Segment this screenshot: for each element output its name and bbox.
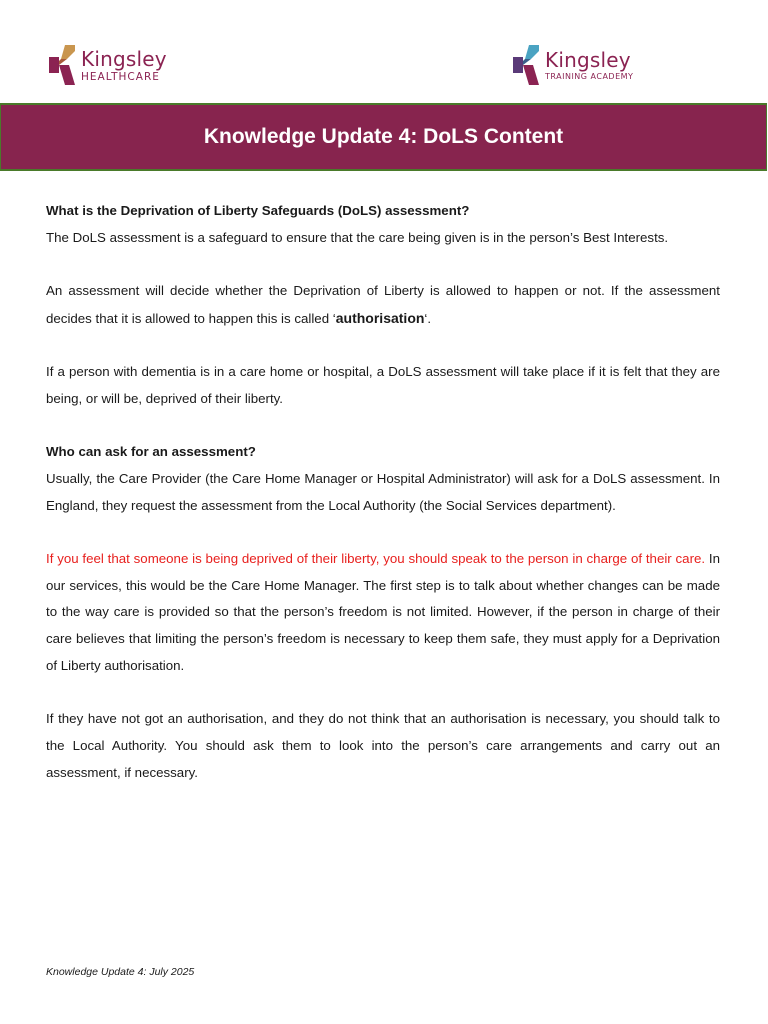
logo-subtitle: TRAINING ACADEMY xyxy=(545,72,634,81)
kingsley-k-mark-icon xyxy=(511,43,541,88)
logo-subtitle: HEALTHCARE xyxy=(81,70,160,83)
paragraph-authorisation-text: An assessment will decide whether the Deprivation of Liberty is allowed to happen or not. If the assessment decides that it is allowed to happen this is called ‘ xyxy=(46,283,720,326)
paragraph-local-authority: If they have not got an authorisation, and they do not think that an authorisation is necessary, you should talk to the Local Authority. You should ask them to look into the person’s care arrangements and carry out an assessment, if necessary. xyxy=(46,711,720,780)
section-heading-who-can-ask: Who can ask for an assessment? xyxy=(46,444,256,460)
paragraph-authorisation xyxy=(46,278,720,332)
kingsley-healthcare-logo xyxy=(47,43,167,88)
page-footer: Knowledge Update 4: July 2025 xyxy=(46,966,195,978)
paragraph-care-provider: Usually, the Care Provider (the Care Home Manager or Hospital Administrator) will ask for a DoLS assessment. In England, they request the assessment from the Local Authority (the Social Services department). xyxy=(46,470,720,513)
title-banner xyxy=(0,103,767,171)
logo-name: Kingsley xyxy=(81,46,167,71)
paragraph-authorisation-end: ‘. xyxy=(424,310,432,326)
alert-text: If you feel that someone is being deprived of their liberty, you should speak to the person in charge of their care. xyxy=(46,551,706,567)
authorisation-term: authorisation xyxy=(335,309,425,326)
kingsley-k-mark-icon xyxy=(47,43,77,88)
kingsley-training-academy-logo xyxy=(511,43,633,88)
logo-name: Kingsley xyxy=(545,48,631,72)
paragraph-speak-to-person xyxy=(46,546,720,680)
page-title: Knowledge Update 4: DoLS Content xyxy=(203,125,564,148)
paragraph-dementia: If a person with dementia is in a care home or hospital, a DoLS assessment will take place if it is felt that they are being, or will be, deprived of their liberty. xyxy=(46,364,720,406)
paragraph-dols-definition: The DoLS assessment is a safeguard to ensure that the care being given is in the person’s Best Interests. xyxy=(46,229,669,245)
document-body xyxy=(46,198,720,786)
section-heading-dols: What is the Deprivation of Liberty Safeguards (DoLS) assessment? xyxy=(46,203,470,218)
paragraph-speak-to-person-text: In our services, this would be the Care Home Manager. The first step is to talk about whether changes can be made to the way care is provided so that the person’s freedom is not limited. However, if the person in charge of their care believes that limiting the person’s freedom is necessary to keep them safe, they must apply for a Deprivation of Liberty authorisation. xyxy=(46,551,720,673)
